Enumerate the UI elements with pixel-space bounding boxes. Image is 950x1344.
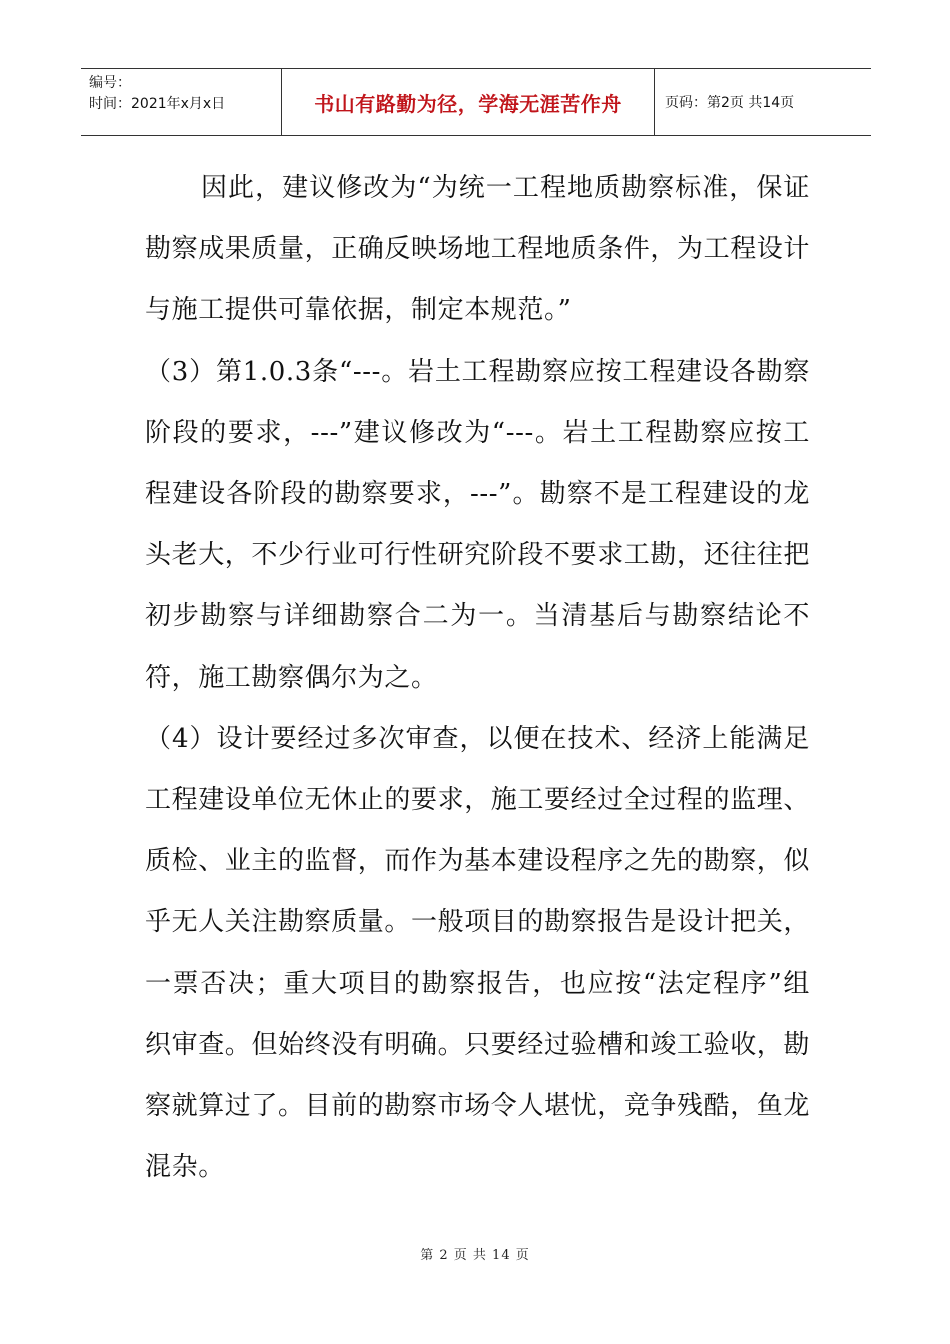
document-time-label: 时间：2021年x月x日 (89, 96, 226, 112)
header-page-info: 页码：第2页 共14页 (665, 95, 795, 111)
paragraph-item-4: （4）设计要经过多次审查，以便在技术、经济上能满足工程建设单位无休止的要求，施工要经过全过程的监理、质检、业主的监督，而作为基本建设程序之先的勘察，似乎无人关注勘察质量。一般项目的勘察报告是设计把关，一票否决；重大项目的勘察报告，也应按“法定程序”组织审查。但始终没有明确。只要经过验槽和竣工验收，勘察就算过了。目前的勘察市场令人堪忧，竞争残酷，鱼龙混杂。 (145, 723, 811, 1183)
paragraph-item-3: （3）第1.0.3条“---。岩土工程勘察应按工程建设各勘察阶段的要求，---”建议修改为“---。岩土工程勘察应按工程建设各阶段的勘察要求，---”。勘察不是工程建设的龙头老大，不少行业可行性研究阶段不要求工勘，还往往把初步勘察与详细勘察合二为一。当清基后与勘察结论不符，施工勘察偶尔为之。 (145, 356, 811, 693)
page-header (81, 68, 871, 136)
page-footer: 第 2 页 共 14 页 (420, 1248, 530, 1263)
header-meta (81, 69, 282, 135)
document-number-label: 编号： (89, 75, 131, 91)
paragraph-conclusion: 因此，建议修改为“为统一工程地质勘察标准，保证勘察成果质量，正确反映场地工程地质条件，为工程设计与施工提供可靠依据，制定本规范。” (145, 173, 811, 326)
header-motto: 书山有路勤为径，学海无涯苦作舟 (282, 69, 655, 135)
document-body (145, 158, 810, 1198)
